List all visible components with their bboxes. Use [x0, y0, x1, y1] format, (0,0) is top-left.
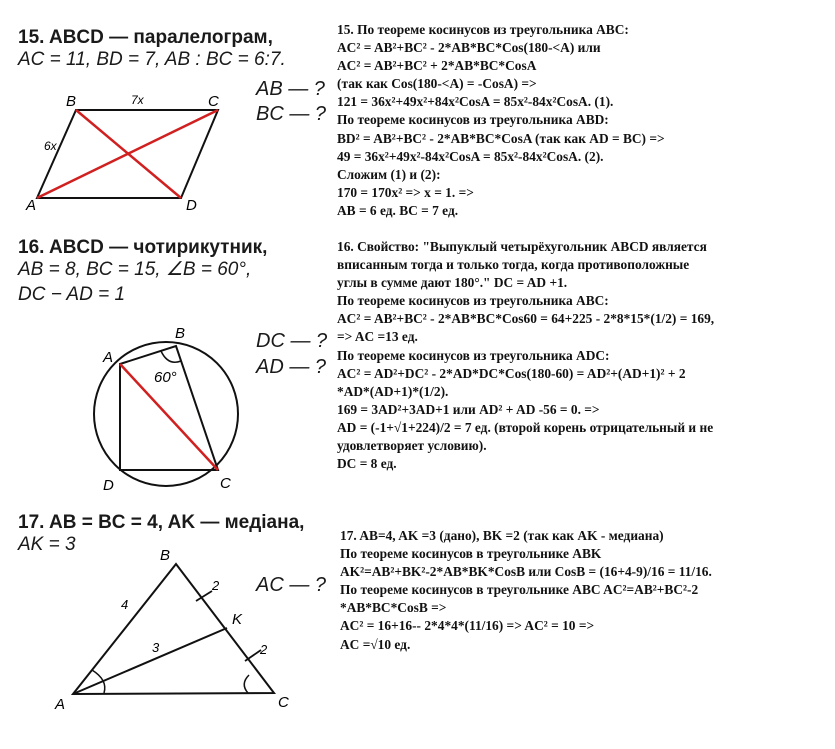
solution-line: По теореме косинусов из треугольника ADC:: [337, 347, 610, 363]
solution-line: 15. По теореме косинусов из треугольника ABC:: [337, 22, 629, 37]
problem-17-title: 17. AB = BC = 4, AK — медіана,: [18, 512, 305, 533]
p17-label-k: K: [232, 611, 243, 628]
problem-15-ask-ab: AB — ?: [256, 78, 325, 100]
solution-line: *AD*(AD+1)*(1/2).: [337, 383, 449, 399]
solution-line: AB = 6 ед. BC = 7 ед.: [337, 202, 459, 218]
tick-kc: [245, 650, 261, 661]
problem-16-title: 16. ABCD — чотирикутник,: [18, 237, 268, 258]
solution-line: AC² = AB²+BC² - 2*AB*BC*Cos(180-<A) или: [337, 40, 601, 56]
problem-16-ask-ad: AD — ?: [256, 356, 327, 378]
solution-line: По теореме косинусов из треугольника ABC:: [337, 293, 609, 309]
solution-line: 169 = 3AD²+3AD+1 или AD² + AD -56 = 0. =>: [337, 401, 600, 417]
solution-line: 170 = 170x² => x = 1. =>: [337, 184, 474, 200]
p15-label-c: C: [208, 93, 219, 110]
p17-label-bk: 2: [212, 578, 220, 593]
problem-16-condition: AB = 8, BC = 15, ∠B = 60°,: [18, 259, 252, 280]
p17-label-ak: 3: [152, 640, 160, 655]
problem-15-condition: AC = 11, BD = 7, AB : BC = 6:7.: [18, 49, 286, 70]
solution-line: По теореме косинусов из треугольника ABD:: [337, 112, 609, 128]
solution-line: 49 = 36x²+49x²-84x²CosA = 85x²-84x²CosA. (2).: [337, 148, 604, 164]
angle-a-arc: [92, 670, 105, 693]
solution-line: По теореме косинусов в треугольнике ABK: [340, 546, 602, 562]
solution-line: DC = 8 ед.: [337, 456, 397, 472]
p15-label-b: B: [66, 93, 77, 110]
solution-line: удовлетворяет условию).: [337, 438, 487, 454]
solution-line: вписанным тогда и только тогда, когда противоположные: [337, 257, 690, 273]
solution-line: (так как Cos(180-<A) = -CosA) =>: [337, 76, 537, 92]
median-ak: [73, 628, 227, 694]
solution-line: По теореме косинусов в треугольнике ABC AC²=AB²+BC²-2: [340, 582, 699, 598]
solution-line: 121 = 36x²+49x²+84x²CosA = 85x²-84x²CosA. (1).: [337, 94, 614, 110]
solution-line: AC =√10 ед.: [340, 636, 411, 652]
solution-line: 17. AB=4, AK =3 (дано), BK =2 (так как AK - медиана): [340, 528, 664, 543]
solution-line: AC² = AB²+BC² + 2*AB*BC*CosA: [337, 58, 537, 74]
solution-line: AC² = AD²+DC² - 2*AD*DC*Cos(180-60) = AD²+(AD+1)² + 2: [337, 365, 686, 381]
problem-17-condition: AK = 3: [18, 534, 76, 555]
p17-label-ab: 4: [121, 597, 129, 612]
problem-15-ask-bc: BC — ?: [256, 103, 327, 125]
angle-c-arc: [244, 675, 249, 693]
p15-label-a: A: [26, 197, 37, 214]
p17-label-c: C: [278, 694, 289, 711]
p16-label-d: D: [103, 477, 114, 494]
solution-line: 16. Свойство: "Выпуклый четырёхугольник ABCD является: [337, 239, 707, 254]
p15-label-d: D: [186, 197, 197, 214]
triangle-abc: [73, 564, 274, 694]
solution-line: Сложим (1) и (2):: [337, 166, 441, 182]
problem-17-solution: [340, 527, 712, 654]
p15-label-7x: 7x: [131, 93, 144, 107]
solution-line: AK²=AB²+BK²-2*AB*BK*CosB или CosB = (16+4-9)/16 = 11/16.: [340, 564, 712, 580]
p16-label-b: B: [175, 325, 186, 342]
problem-16-ask-dc: DC — ?: [256, 330, 328, 352]
problem-17-ask-ac: AC — ?: [256, 574, 327, 596]
solution-line: AC² = 16+16-- 2*4*4*(11/16) => AC² = 10 =>: [340, 618, 595, 634]
solution-line: *AB*BC*CosB =>: [340, 600, 447, 616]
solution-line: AD = (-1+√1+224)/2 = 7 ед. (второй корень отрицательный и не: [337, 419, 714, 435]
p15-label-6x: 6x: [44, 139, 57, 153]
solution-line: AC² = AB²+BC² - 2*AB*BC*Cos60 = 64+225 - 2*8*15*(1/2) = 169,: [337, 311, 715, 327]
p17-label-b: B: [160, 547, 171, 564]
solution-line: углы в сумме дают 180°." DC = AD +1.: [337, 275, 568, 291]
solution-line: => AC =13 ед.: [337, 329, 418, 345]
p16-label-c: C: [220, 475, 231, 492]
solution-line: BD² = AB²+BC² - 2*AB*BC*CosA (так как AD = BC) =>: [337, 130, 665, 146]
p17-label-kc: 2: [260, 642, 268, 657]
p16-label-a: A: [103, 349, 114, 366]
p17-label-a: A: [55, 696, 66, 713]
problem-16-condition-2: DC − AD = 1: [18, 284, 126, 305]
p16-label-angle: 60°: [154, 369, 177, 386]
problem-15-title: 15. ABCD — паралелограм,: [18, 27, 273, 48]
